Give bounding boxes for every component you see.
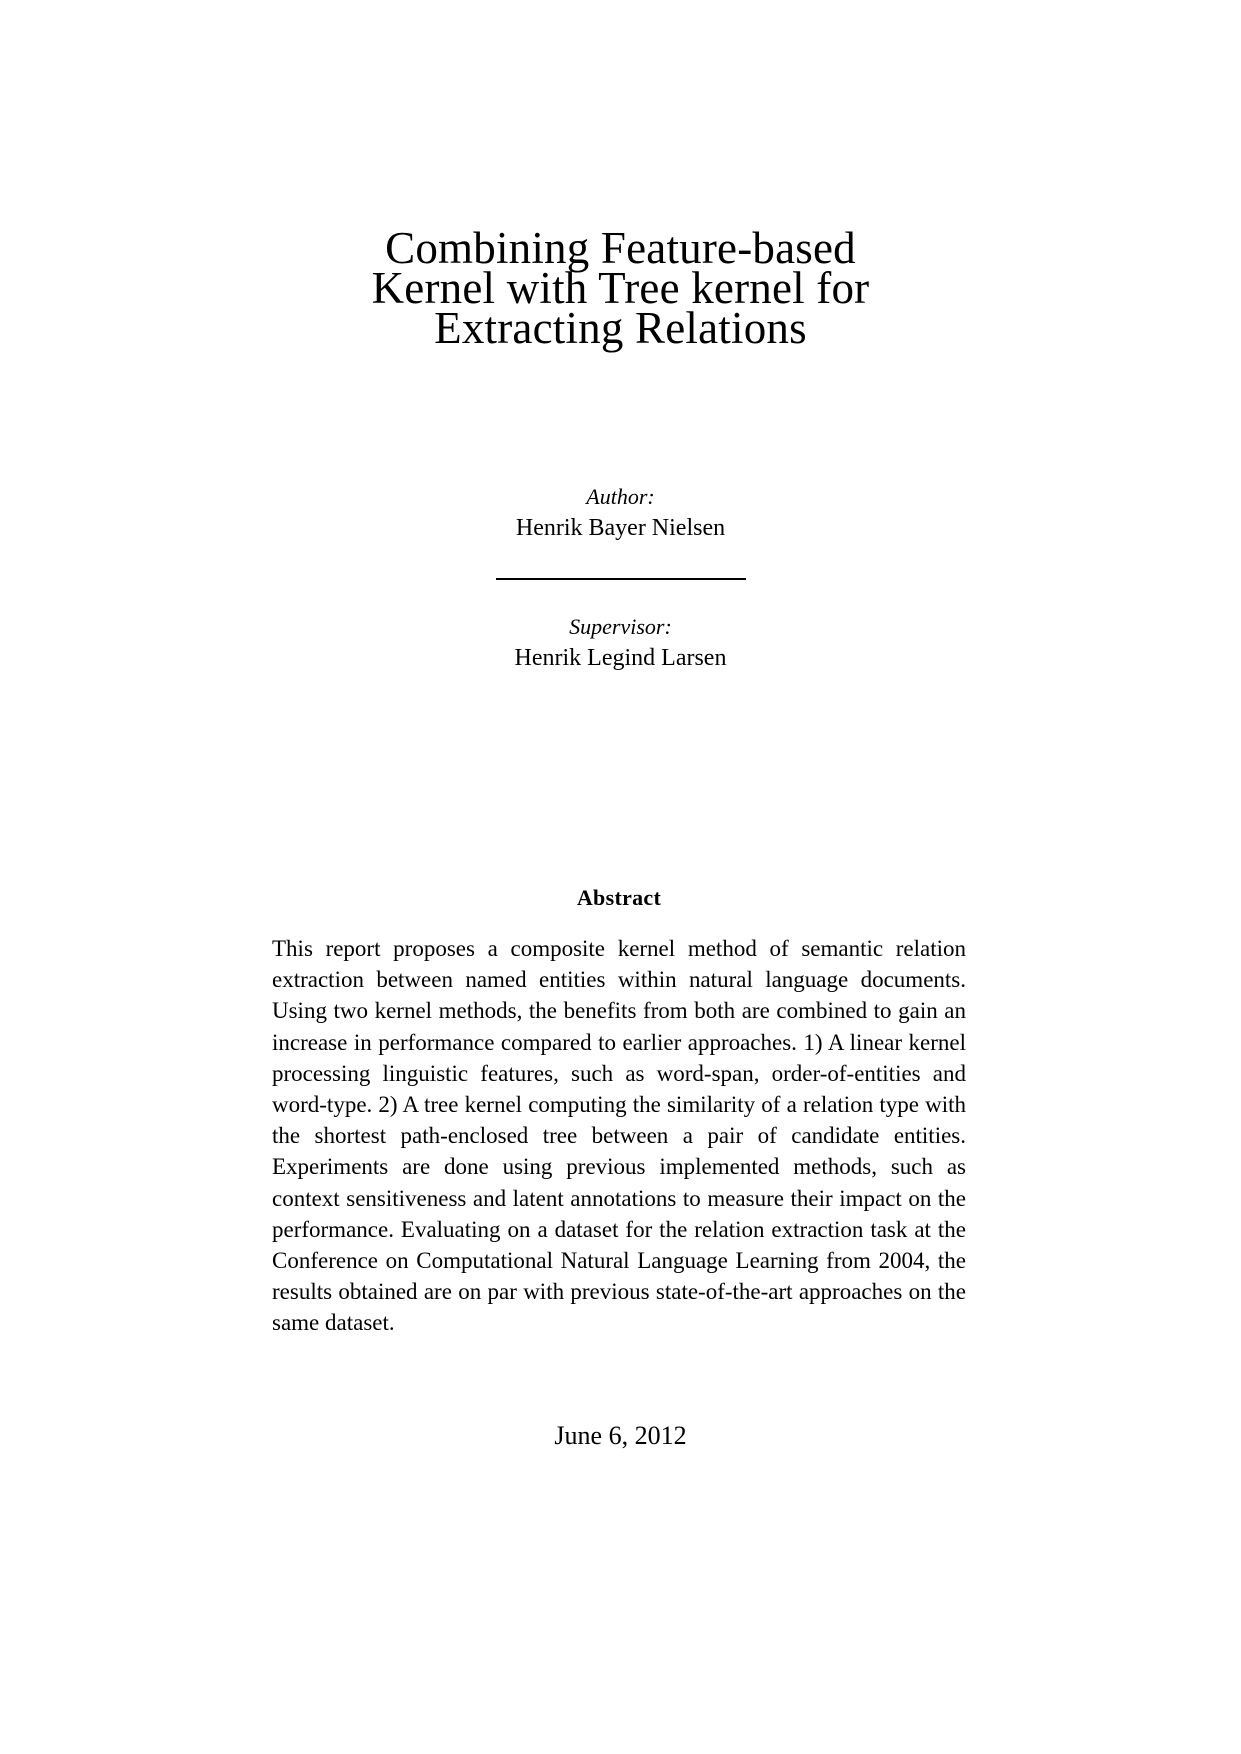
title-line-1: Combining Feature-based — [385, 223, 856, 273]
supervisor-role-label: Supervisor: — [569, 614, 672, 639]
title-line-2: Kernel with Tree kernel for — [371, 263, 870, 313]
document-date: June 6, 2012 — [554, 1421, 687, 1450]
abstract-section — [272, 885, 966, 1339]
supervisor-block — [0, 612, 1241, 675]
author-block — [0, 482, 1241, 545]
credits-divider — [0, 545, 1241, 580]
abstract-heading: Abstract — [576, 885, 662, 910]
author-name: Henrik Bayer Nielsen — [515, 515, 726, 541]
author-role-label: Author: — [586, 484, 655, 509]
title-line-3: Extracting Relations — [434, 303, 807, 353]
abstract-body: This report proposes a composite kernel method of semantic relation extraction between named entities within natural language documents. Using two kernel methods, the benefits from both are combined to gain an increase in performance compared to earlier approaches. 1) A linear kernel processing linguistic features, such as word-span, order-of-entities and word-type. 2) A tree kernel computing the similarity of a relation type with the shortest path-enclosed tree between a pair of candidate entities. Experiments are done using previous implemented methods, such as context sensitiveness and latent annotations to measure their impact on the performance. Evaluating on a dataset for the relation extraction task at the Conference on Computational Natural Language Learning from 2004, the results obtained are on par with previous state-of-the-art approaches on the same dataset. — [272, 936, 966, 1336]
document-title — [0, 223, 1241, 353]
credits-block — [0, 482, 1241, 675]
supervisor-name: Henrik Legind Larsen — [514, 645, 727, 671]
horizontal-rule — [496, 578, 746, 580]
